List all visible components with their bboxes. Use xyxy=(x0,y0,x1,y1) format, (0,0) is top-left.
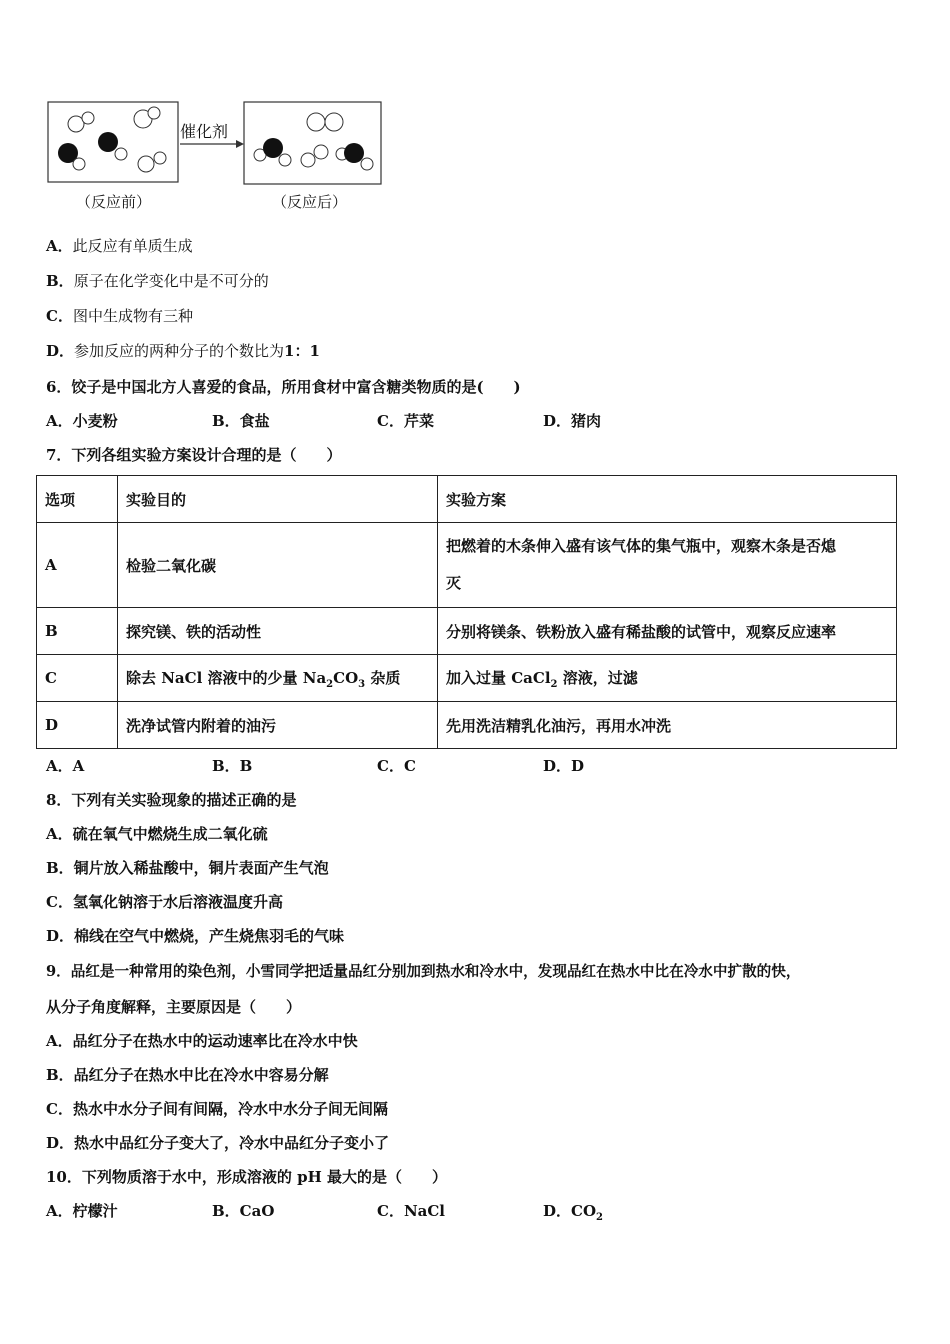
q9-option-b: B．品红分子在热水中比在冷水中容易分解 xyxy=(46,1066,329,1084)
row-plan: 把燃着的木条伸入盛有该气体的集气瓶中，观察木条是否熄 灭 xyxy=(438,523,897,608)
q5-option-d: D．参加反应的两种分子的个数比为1：1 xyxy=(46,342,320,360)
q10-option-b: B．CaO xyxy=(212,1202,275,1220)
q5-option-c: C．图中生成物有三种 xyxy=(46,307,193,325)
row-purpose: 除去 NaCl 溶液中的少量 $Na_2CO_3$ 杂质 xyxy=(118,655,438,702)
experiment-table xyxy=(36,475,897,749)
q7-stem: 7．下列各组实验方案设计合理的是（ ） xyxy=(46,446,342,464)
row-purpose: 检验二氧化碳 xyxy=(118,523,438,608)
q8-option-d: D．棉线在空气中燃烧，产生烧焦羽毛的气味 xyxy=(46,927,345,945)
row-option: D xyxy=(37,702,118,749)
q6-option-d: D．猪肉 xyxy=(543,412,602,430)
arrow-head xyxy=(236,140,244,148)
row-option: C xyxy=(37,655,118,702)
atom-black xyxy=(263,138,283,158)
reaction-diagram xyxy=(46,100,391,215)
q8-option-c: C．氢氧化钠溶于水后溶液温度升高 xyxy=(46,893,283,911)
header-purpose: 实验目的 xyxy=(118,476,438,523)
table-row xyxy=(37,608,897,655)
q5-option-b: B．原子在化学变化中是不可分的 xyxy=(46,272,269,290)
q6-stem: 6．饺子是中国北方人喜爱的食品，所用食材中富含糖类物质的是( ) xyxy=(46,378,521,396)
q9-stem-line1: 9．品红是一种常用的染色剂，小雪同学把适量品红分别加到热水和冷水中，发现品红在热水中比在冷水中扩散的快， xyxy=(46,963,801,980)
after-caption: （反应后） xyxy=(272,193,348,211)
row-purpose: 洗净试管内附着的油污 xyxy=(118,702,438,749)
atom-white xyxy=(307,113,325,131)
q6-option-c: C．芹菜 xyxy=(377,412,434,430)
q7-option-a: A．A xyxy=(46,757,85,775)
q9-option-c: C．热水中水分子间有间隔，冷水中水分子间无间隔 xyxy=(46,1100,388,1118)
table-row xyxy=(37,523,897,608)
q10-option-a: A．柠檬汁 xyxy=(46,1202,118,1220)
q10-option-d: D．$CO_2$ xyxy=(543,1202,603,1223)
row-option: A xyxy=(37,523,118,608)
atom-white xyxy=(148,107,160,119)
header-option: 选项 xyxy=(37,476,118,523)
atom-black xyxy=(344,143,364,163)
atom-white xyxy=(82,112,94,124)
q5-option-a: A．此反应有单质生成 xyxy=(46,237,193,255)
row-plan: 先用洗洁精乳化油污，再用水冲洗 xyxy=(438,702,897,749)
q9-stem-line2: 从分子角度解释，主要原因是（ ） xyxy=(46,998,302,1016)
atom-white xyxy=(279,154,291,166)
q6-option-b: B．食盐 xyxy=(212,412,270,430)
q7-option-c: C．C xyxy=(377,757,416,775)
q9-option-a: A．品红分子在热水中的运动速率比在冷水中快 xyxy=(46,1032,358,1050)
q10-option-c: C．NaCl xyxy=(377,1202,446,1220)
q7-option-d: D．D xyxy=(543,757,585,775)
table-row xyxy=(37,702,897,749)
row-plan: 加入过量 CaCl$_2$ 溶液，过滤 xyxy=(438,655,897,702)
atom-white xyxy=(115,148,127,160)
q8-stem: 8．下列有关实验现象的描述正确的是 xyxy=(46,791,297,809)
q8-option-b: B．铜片放入稀盐酸中，铜片表面产生气泡 xyxy=(46,859,329,877)
atom-white xyxy=(314,145,328,159)
atom-white xyxy=(73,158,85,170)
atom-white xyxy=(361,158,373,170)
q10-stem: 10．下列物质溶于水中，形成溶液的 pH 最大的是（ ） xyxy=(46,1168,447,1186)
before-caption: （反应前） xyxy=(76,193,152,211)
atom-black xyxy=(98,132,118,152)
table-header-row xyxy=(37,476,897,523)
atom-white xyxy=(325,113,343,131)
row-plan: 分别将镁条、铁粉放入盛有稀盐酸的试管中，观察反应速率 xyxy=(438,608,897,655)
q9-option-d: D．热水中品红分子变大了，冷水中品红分子变小了 xyxy=(46,1134,390,1152)
row-option: B xyxy=(37,608,118,655)
atom-white xyxy=(301,153,315,167)
reaction-diagram-svg xyxy=(46,100,391,190)
atom-white xyxy=(138,156,154,172)
atom-white xyxy=(154,152,166,164)
q8-option-a: A．硫在氧气中燃烧生成二氧化硫 xyxy=(46,825,268,843)
q7-option-b: B．B xyxy=(212,757,253,775)
row-purpose: 探究镁、铁的活动性 xyxy=(118,608,438,655)
header-plan: 实验方案 xyxy=(438,476,897,523)
catalyst-label: 催化剂 xyxy=(180,122,229,141)
table-row xyxy=(37,655,897,702)
q6-option-a: A．小麦粉 xyxy=(46,412,118,430)
